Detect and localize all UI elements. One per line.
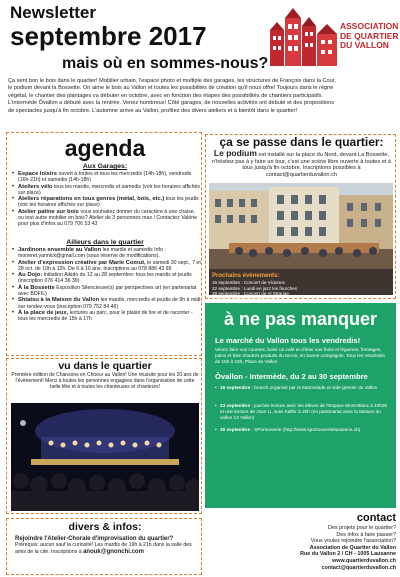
- item-text: les mardis et samedis Info : moneret.yannick@gmail.com (sous réserve de modifications).: [18, 247, 166, 260]
- contact-org: Association de Quartier du Vallon: [309, 544, 396, 551]
- choir-concert-image: [11, 403, 199, 511]
- list-item: [12, 247, 202, 260]
- contact-title: contact: [356, 512, 396, 524]
- contact-line: Des infos à faire passer?: [336, 531, 396, 538]
- event-date: 16 septembre: [220, 385, 251, 390]
- intro-line: Ça sent bon le bois dans le quartier! Mobilier urbain, l'espace photo et multiple des garages, les structures de François dans la Cour,: [8, 78, 336, 84]
- event-text: brunch organisé par la Marmelade et vide-grenier du Vallon: [254, 385, 378, 390]
- intro-line: L'intermède Ôvallon a débuté avec la rentrée. Venez nombreux! Côté garages, de nouvelles activités ont débuté et des propositions: [8, 100, 335, 107]
- happening-title: ça se passe dans le quartier:: [219, 135, 384, 149]
- list-item: [12, 285, 202, 298]
- item-text: tous les mardis, mercredis et samedis (voir les horaires affichés sur place): [18, 183, 201, 196]
- list-item: [12, 209, 202, 228]
- program-item: 29 septembre : Concert de Al Strange: [212, 291, 289, 297]
- intro-line: végétal, le chantier des plantages va débuter en octobre, avec en fonction des étapes des possibilités de chantiers participatifs.: [8, 92, 323, 99]
- garages-heading: Aux Garages:: [82, 163, 128, 170]
- houses-logo-icon: [268, 2, 340, 68]
- logo-line-3: DU VALLON: [340, 40, 389, 50]
- seen-title: vu dans le quartier: [58, 360, 152, 372]
- podium-lead: Le podium: [213, 148, 257, 158]
- program-list: [212, 273, 312, 302]
- agenda-section: [6, 132, 202, 356]
- item-label: Ateliers vélo: [18, 183, 53, 190]
- market-heading: Le marché du Vallon tous les vendredis!: [215, 336, 361, 345]
- podium-email[interactable]: contact@quartierduvallon.ch: [266, 171, 337, 178]
- concert-photo: [11, 403, 199, 511]
- dont-miss-section: [205, 303, 396, 508]
- item-text: lectures au parc, pour le plaisir de lire et de raconter - tous les mercredis de 15h à 17h: [18, 309, 193, 323]
- item-label: Shiatsu à la Maison du Vallon: [18, 297, 100, 304]
- intro-line: de spectacles jusqu'à fin octobre. L'automne arrive au Vallon, profitez des divers ateliers et à bientôt dans le quartier!: [8, 107, 298, 114]
- newsletter-date: septembre 2017: [10, 21, 207, 51]
- item-text: Exposition Silencieuse(s) par perspectives art (en partenariat avec BDFIL): [18, 284, 197, 298]
- item-text: ouvert à toutes et tous les mercredis (14h-18h), vendredis (16h-21h) et samedis (14h-18h): [18, 171, 192, 184]
- program-item: 22 septembre : Lundi en jazz les fourches: [212, 285, 298, 291]
- misc-email[interactable]: anouk@gnonchi.com: [83, 548, 144, 555]
- market-text: Venez faire vos courses, boire un café et chiner vos fruits et légumes, fromages, pains et bien d'autres produits du terroir, en bonne compagnie. Tous les vendredis de 15h à 19h, Place du Vallon.: [215, 347, 385, 364]
- logo-line-2: DE QUARTIER: [340, 30, 399, 41]
- item-text: tous les jeudis (voir les horaires affichés sur place): [18, 196, 199, 209]
- list-item: [12, 171, 202, 184]
- logo-text: [340, 22, 400, 51]
- contact-web[interactable]: www.quartierduvallon.ch: [332, 557, 396, 564]
- podium-text: est installé sur la place du Nord, devant La Bossette, n'hésitez pas à y faire un tour, c'est une scène libre ouverte à toutes et à tous jusqu'à fin octobre. Inscriptions possibles à: [211, 152, 392, 172]
- seen-text: Première édition de Chansons en Choeur au Vallon! Une réussite pour les 20 ans de l'évènement! Merci à toutes les personnes engagées dans l'organisation de cette belle fête et à toutes les chanteuses et chanteurs!: [11, 372, 199, 391]
- item-label: Ateliers réparations en tous genres (métal, bois, etc.): [18, 196, 165, 203]
- newsletter-label: Newsletter: [10, 3, 96, 22]
- event-date: 30 septembre: [220, 427, 251, 432]
- event-item: • 16 septembre : brunch organisé par la Marmelade et vide-grenier du Vallon: [215, 385, 391, 391]
- event-item: • 23 septembre : journée lecture avec les élèves de l'Espace Mont-Blanc à 10h30 et une lecture de Joan Li, suivi Kalfer à 20h (en partenariat avec la Maison du vallon 13 Vallon): [215, 403, 391, 421]
- list-item: [12, 310, 202, 323]
- list-item: [12, 260, 202, 273]
- item-text: Initiation Aikido du 12 au 28 septembre: tous les mardis et jeudis (inscription 076 414 36 39): [18, 272, 192, 285]
- ailleurs-list: [12, 247, 202, 323]
- event-item: • 30 septembre : SPortouverte (http://www.sportouvertelausanne.ch): [215, 427, 391, 433]
- misc-text: [15, 536, 201, 555]
- association-logo: [268, 2, 398, 72]
- event-text: journée lecture avec les élèves de l'Espace Mont-Blanc à 10h30 et une lecture de Joan Li, suivi Kalfer à 20h (en partenariat avec la Maison du vallon 13 Vallon): [220, 403, 388, 420]
- event-text: SPortouverte (http://www.sportouvertelausanne.ch): [254, 427, 361, 432]
- contact-section: [210, 512, 396, 571]
- program-title: Prochains évènements:: [212, 273, 280, 279]
- misc-body: Prérequis: aucun sauf la curiosité! Les mardis de 19h à 21h dans la salle des amis de la cité. Inscriptions à: [15, 542, 192, 555]
- ailleurs-heading: Ailleurs dans le quartier: [66, 239, 144, 246]
- logo-line-1: ASSOCIATION: [340, 21, 399, 31]
- intro-paragraph: [8, 78, 394, 115]
- garages-list: [12, 171, 202, 228]
- intro-line: le podium devant la Bossette. On aime le bois au Vallon et toutes les possibilités de création qu'il nous offre! Toujours dans le règne: [8, 85, 334, 92]
- item-label: Atelier d'expression créative par Marie Comut,: [18, 259, 146, 266]
- program-item: 6 octobre : Concert du Road Trio: [212, 296, 279, 302]
- misc-section: [6, 518, 202, 575]
- list-item: [12, 297, 202, 310]
- item-label: À la place de jeux,: [18, 309, 69, 316]
- event-date: 23 septembre: [220, 403, 251, 408]
- ovallon-heading: Ôvallon - Intermède, du 2 au 30 septembre: [215, 372, 368, 381]
- misc-title: divers & infos:: [68, 521, 142, 533]
- happening-section: [205, 134, 396, 302]
- item-label: Atelier patine sur bois: [18, 208, 79, 215]
- contact-address: Rue du Vallon 2 / CH - 1005 Lausanne: [300, 551, 396, 558]
- item-text: vous souhaitez donner du caractère à une chaise, ou tout autre mobilier en bois? Atelier de 3 personnes max.! Contactez Valérie pour plus d'infos au 079 706 53 43: [18, 208, 197, 228]
- program-item: 16 septembre : Concert de Vicience: [212, 280, 285, 285]
- contact-line: Des projets pour le quartier?: [327, 525, 396, 531]
- item-text: les mardis, mercredis et jeudis de 9h à midi sur rendez-vous (inscription 079 752 84 46): [18, 297, 201, 310]
- item-text: le samedi 30 sept., 7 et 28 oct. de 10h à 12h. De 6 à 10 ans. Inscriptions au 078 886 43 99: [18, 259, 201, 272]
- list-item: [12, 184, 202, 197]
- dont-miss-title: à ne pas manquer: [223, 309, 378, 329]
- misc-heading: Rejoindre l'Atelier-Chorale d'improvisation du quartier?: [15, 536, 174, 542]
- list-item: [12, 196, 202, 209]
- item-label: À la Bossette: [18, 284, 55, 291]
- newsletter-subtitle: mais où en sommes-nous?: [62, 55, 269, 72]
- contact-line: Vous voulez rejoindre l'association?: [310, 538, 396, 545]
- podium-description: [209, 150, 394, 178]
- agenda-title: agenda: [64, 135, 146, 161]
- contact-email[interactable]: contact@quartierduvallon.ch: [321, 564, 396, 571]
- list-item: [12, 272, 202, 285]
- seen-section: [6, 358, 202, 514]
- item-label: Espace loisirs: [18, 171, 57, 177]
- item-label: Jardinons ensemble au Vallon: [18, 247, 102, 253]
- item-label: Au Dojo:: [18, 272, 43, 279]
